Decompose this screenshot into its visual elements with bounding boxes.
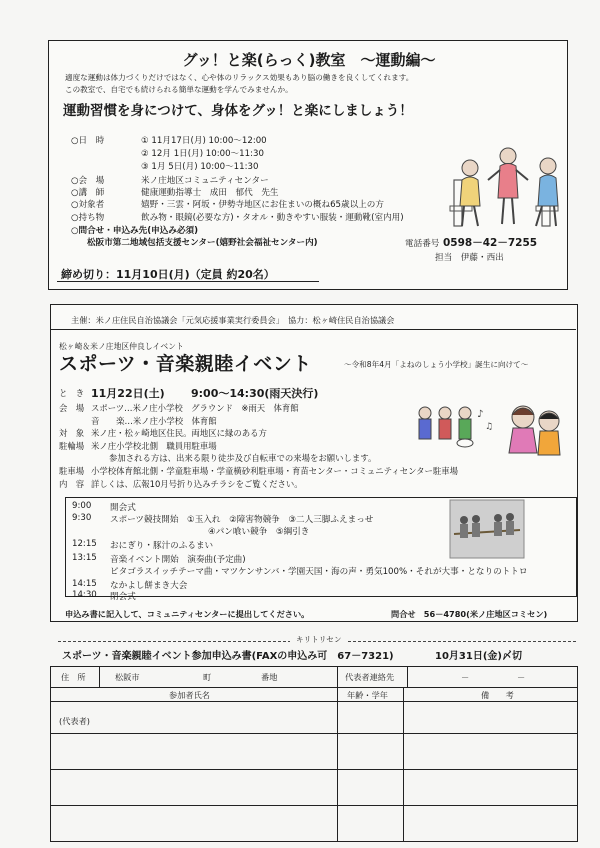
age-grade-header: 年齢・学年 [347,690,388,700]
address-label: 住 所 [61,672,86,682]
phone-label: 電話番号 [405,239,440,249]
address-city: 松阪市 [115,672,140,682]
class-detail-label: ○日 時 [71,136,105,146]
schedule-time: 9:00 [72,501,92,511]
submission-instruction: 申込み書に記入して、コミュニティセンターに提出してください。 [65,609,310,619]
event-detail-value: 米ノ庄・松ヶ崎地区住民。両地区に縁のある方 [91,428,267,438]
notes-header: 備 考 [481,690,514,700]
schedule-item: おにぎり・豚汁のふるまい [110,541,214,551]
event-schedule [65,497,577,602]
class-detail-label: ○講 師 [71,188,105,198]
tug-of-war-illustration [450,500,524,558]
class-detail-label: ○会 場 [71,176,105,186]
organizer-divider [51,329,576,330]
event-detail-label: 会 場 [59,403,85,413]
event-inquiry: 問合せ 56－4780(米ノ庄地区コミセン) [391,609,548,619]
class-intro-line2: この教室で、自宅でも続けられる簡単な運動を学んでみませんか。 [65,85,293,94]
class-detail-label: ○持ち物 [71,213,105,223]
event-detail-value: 詳しくは、広報10月号折り込みチラシをご覧ください。 [91,479,303,489]
cut-line-label: キリトリセン [290,634,348,645]
class-detail-label: ○対象者 [71,200,105,210]
schedule-item: ピタゴラスイッチテーマ曲・マツケンサンバ・学園天国・海の声・勇気100%・それが大事・となりのトトロ [110,567,528,577]
event-detail-label: 内 容 [59,479,85,489]
schedule-item: 閉会式 [110,592,136,602]
application-form [50,666,578,842]
schedule-item: 音楽イベント開始 演奏曲(予定曲) [110,555,246,565]
schedule-item: 開会式 [110,503,136,513]
event-tagline: ～令和8年4月「よねのしょう小学校」誕生に向けて～ [344,360,529,369]
schedule-time: 9:30 [72,513,92,523]
rep-contact-label: 代表者連絡先 [345,672,395,682]
class-title: グッ！と楽(らっく)教室 ～運動編～ [182,51,436,69]
sports-music-event [50,304,578,622]
participant-name-field-3[interactable] [55,771,333,803]
class-detail-value: 米ノ庄地区コミュニティセンター [141,176,269,186]
schedule-time: 14:15 [72,579,97,589]
form-deadline: 10月31日(金)〆切 [435,651,522,662]
seniors-exercise-illustration [444,136,574,231]
svg-text:♪: ♪ [477,409,484,420]
event-detail-label: と き [59,388,85,398]
event-detail-value: 参加される方は、出来る限り徒歩及び自転車での来場をお願いします。 [109,453,377,463]
class-detail-value: ② 12月 1日(月) 10:00～11:30 [141,149,264,159]
schedule-item: なかよし餅まき大会 [110,581,188,591]
event-detail-value: 11月22日(土) [91,387,165,400]
class-detail-value: 飲み物・眼鏡(必要な方)・タオル・動きやすい服装・運動靴(室内用) [141,213,404,223]
representative-label: (代表者) [59,716,90,726]
event-time: 9:00～14:30(雨天決行) [191,387,319,400]
class-detail-value: ① 11月17日(月) 10:00～12:00 [141,136,267,146]
event-detail-label: 駐輪場 [59,441,85,451]
band-kids-illustration [413,399,563,463]
event-title: スポーツ・音楽親睦イベント [59,353,312,375]
event-detail-value: 音 楽…米ノ庄小学校 体育館 [91,416,217,426]
exercise-class-notice [48,40,568,290]
phone-number: 0598－42－7255 [443,237,538,249]
phone-dash-2: － [517,672,526,682]
event-detail-value: スポーツ…米ノ庄小学校 グラウンド ※雨天 体育館 [91,403,299,413]
schedule-item: ④パン喰い競争 ⑤綱引き [208,527,310,537]
class-deadline: 締め切り：11月10日(月)（定員 約20名） [61,268,275,281]
event-detail-label: 対 象 [59,428,85,438]
class-detail-label: ○問合せ・申込み先(申込み必須) [71,226,199,236]
contact-person: 担当 伊藤・西出 [435,253,504,263]
class-detail-value: 健康運動指導士 成田 郁代 先生 [141,188,279,198]
svg-text:♫: ♫ [485,422,494,432]
class-detail-value: ③ 1月 5日(月) 10:00～11:30 [141,162,259,172]
address-banchi: 番地 [261,672,278,682]
event-subtitle: 松ヶ崎＆米ノ庄地区仲良しイベント [59,342,184,351]
class-slogan: 運動習慣を身につけて、身体をグッ！と楽にしましょう！ [63,103,413,119]
event-organizer: 主催：米ノ庄住民自治協議会「元気応援事業実行委員会」 協力：松ヶ崎住民自治協議会 [71,315,395,325]
phone-dash-1: － [461,672,470,682]
participant-name-field-4[interactable] [55,807,333,839]
class-intro-line1: 適度な運動は体力づくりだけではなく、心や体のリラックス効果もあり脳の働きを良くしてくれます。 [65,73,414,82]
schedule-item: スポーツ競技開始 ①玉入れ ②障害物競争 ③二人三脚ふえまっせ [110,515,374,525]
participant-name-field-2[interactable] [55,735,333,767]
participant-name-header: 参加者氏名 [169,690,210,700]
event-detail-value: 米ノ庄小学校北側 職員用駐車場 [91,441,217,451]
schedule-time: 12:15 [72,539,97,549]
class-detail-value: 松阪市第二地域包括支援センター(嬉野社会福祉センター内) [87,238,318,248]
schedule-time: 14:30 [72,590,97,600]
schedule-time: 13:15 [72,553,97,563]
class-detail-value: 嬉野・三雲・阿坂・伊勢寺地区にお住まいの概ね65歳以上の方 [141,200,384,210]
address-town: 町 [203,672,212,682]
deadline-underline [57,281,319,282]
form-title: スポーツ・音楽親睦イベント参加申込み書(FAXの申込み可 67－7321) [62,651,394,662]
representative-name-field[interactable] [111,703,333,731]
event-detail-label: 駐車場 [59,466,85,476]
event-detail-value: 小学校体育館北側・学童駐車場・学童横砂利駐車場・育苗センター・コミュニティセンター駐車場 [91,466,458,476]
